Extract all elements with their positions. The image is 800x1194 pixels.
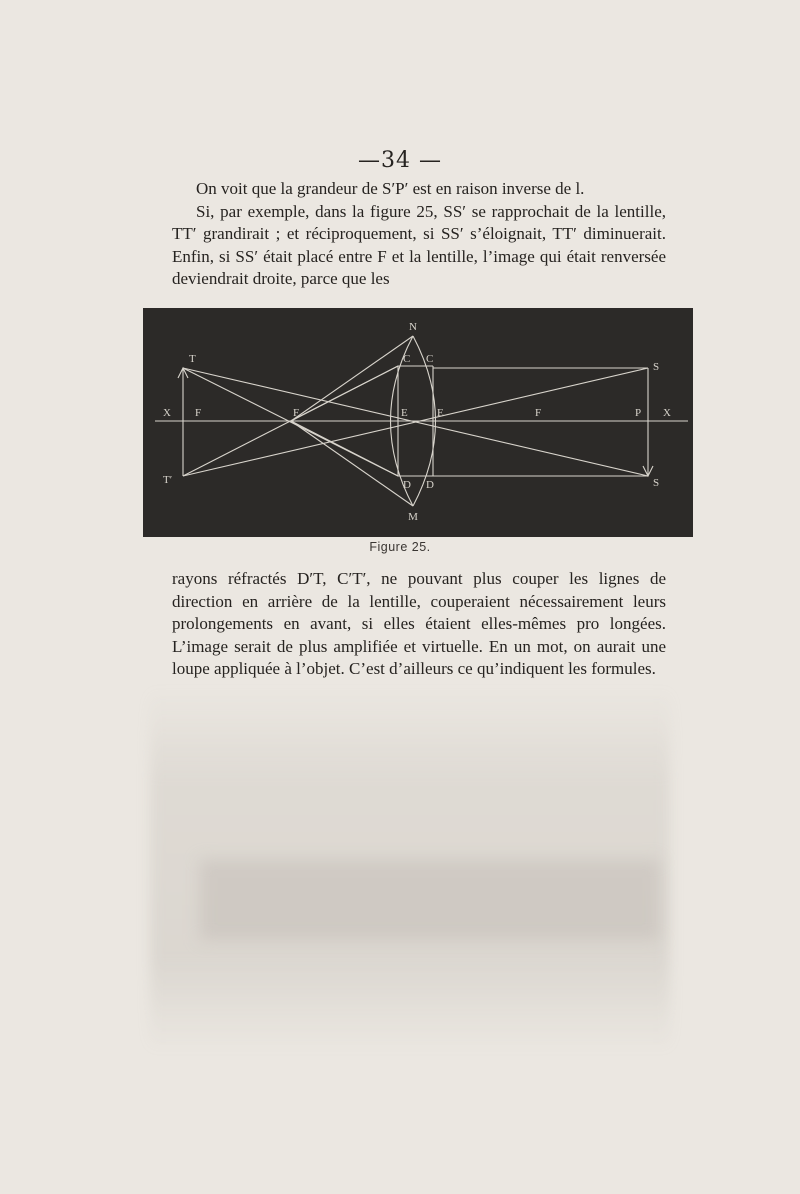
label-x-right: X [663,407,671,419]
label-t-prime: T′ [163,474,173,486]
label-f-inner: F [293,407,300,419]
figure-caption: Figure 25. [369,540,431,554]
ray-focus-1 [291,366,398,421]
ray-focus-4 [291,421,413,506]
label-m: M [408,511,418,523]
text-block-bottom [172,568,666,681]
label-d-left: D [403,479,411,491]
text-block-top [172,178,666,291]
label-t: T [189,353,196,365]
paragraph: On voit que la grandeur de S′P′ est en raison inverse de l. [196,179,585,198]
label-f-right: F [535,407,542,419]
show-through-bleed-dark [200,860,660,940]
lens-diagram-svg [143,308,693,537]
label-p: P [635,407,642,419]
ray-focus-3 [291,336,413,421]
label-s: S [653,361,660,373]
label-c-left: C [403,353,411,365]
label-f-left: F [195,407,202,419]
page-number: —34 — [358,148,442,173]
label-s-prime: S [653,477,660,489]
label-e-left: E [401,407,408,419]
label-c: C [426,353,434,365]
label-d: D [426,479,434,491]
paragraph: Si, par exemple, dans la figure 25, SS′ se rapprochait de la lentille, TT′ grandirait ; et réciproquement, si SS′ s’éloignait, TT′ diminuerait. Enfin, si SS′ était placé entre F et la lentille, l’image qui était renversée deviendrait droite, parce que les [172,201,666,288]
paragraph: rayons réfractés D′T, C′T′, ne pouvant plus couper les lignes de direction en arrière de la lentille, couperaient nécessairement leurs prolongements en avant, si elles étaient elles-mêmes pro longées. L’image serait de plus amplifiée et virtuelle. En un mot, on aurait une loupe appliquée à l’objet. C’est d’ailleurs ce qu’indiquent les formules. [172,569,666,678]
label-x-left: X [163,407,171,419]
lens-diagram [143,308,693,537]
label-n: N [409,321,417,333]
label-e-right: E [437,407,444,419]
